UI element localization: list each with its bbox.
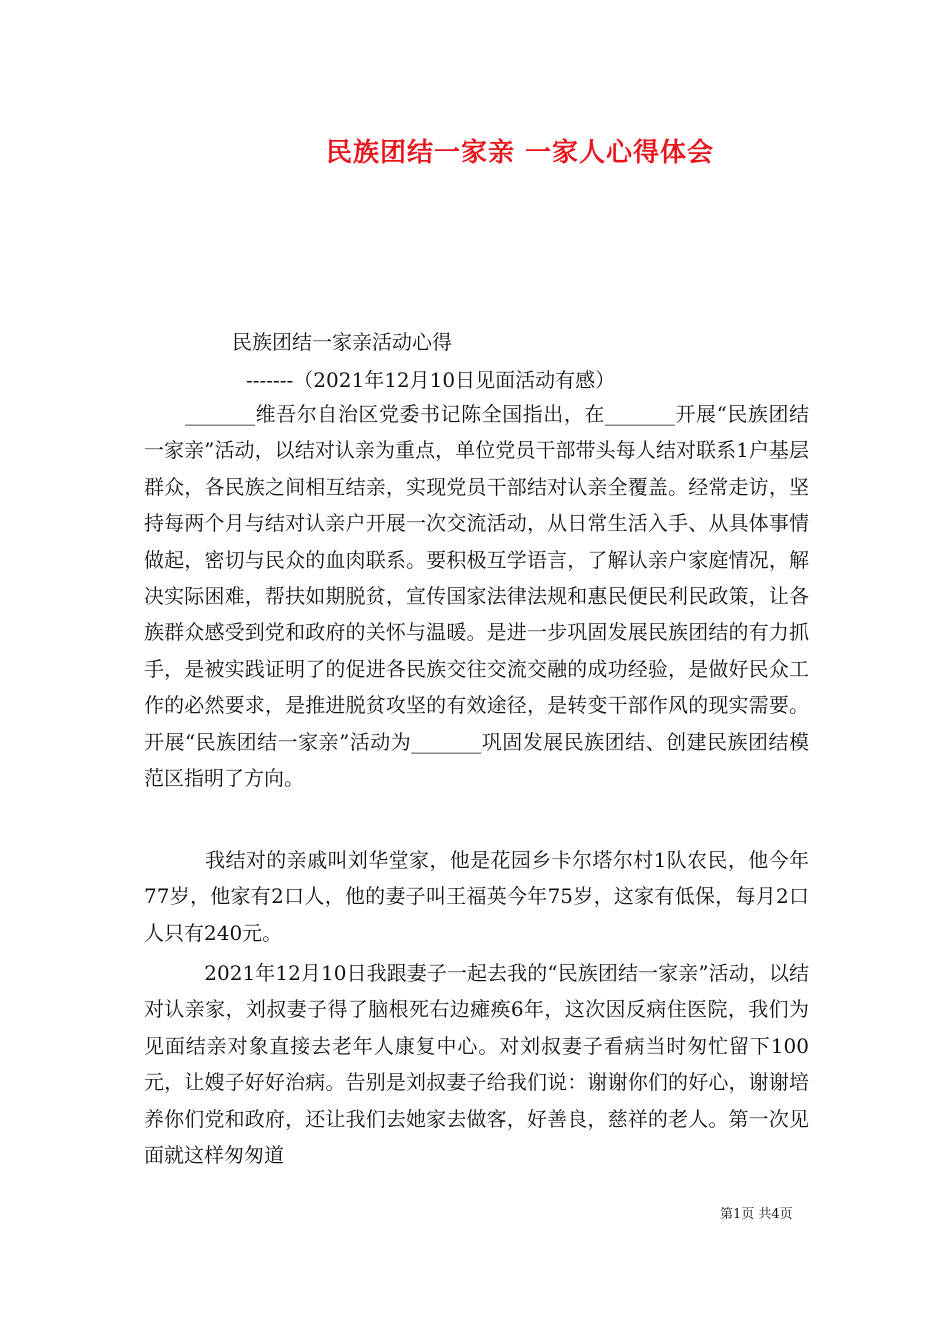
document-title: 民族团结一家亲 一家人心得体会 — [325, 138, 715, 168]
paragraph-1: _______维吾尔自治区党委书记陈全国指出，在_______开展“民族团结一家亲”活动，以结对认亲为重点，单位党员干部带头每人结对联系1户基层群众，各民族之间相互结亲，实现党员干部结对认亲全覆盖。经常走访，坚持每两个月与结对认亲户开展一次交流活动，从日常生活入手、从具体事情做起，密切与民众的血肉联系。要积极互学语言，了解认亲户家庭情况，解决实际困难，帮扶如期脱贫，宣传国家法律法规和惠民便民利民政策，让各族群众感受到党和政府的关怀与温暖。是进一步巩固发展民族团结的有力抓手，是被实践证明了的促进各民族交往交流交融的成功经验，是做好民众工作的必然要求，是推进脱贫攻坚的有效途径，是转变干部作风的现实需要。开展“民族团结一家亲”活动为_______巩固发展民族团结、创建民族团结模范区指明了方向。 — [144, 402, 809, 791]
document-subtitle: 民族团结一家亲活动心得 — [232, 330, 452, 354]
dateline: -------（2021年12月10日见面活动有感） — [246, 368, 616, 392]
paragraph-2: 我结对的亲戚叫刘华堂家，他是花园乡卡尔塔尔村1队农民，他今年77岁，他家有2口人，他的妻子叫王福英今年75岁，这家有低保，每月2口人只有240元。 — [144, 848, 809, 945]
paragraph-3: 2021年12月10日我跟妻子一起去我的“民族团结一家亲”活动，以结对认亲家，刘叔妻子得了脑根死右边瘫痪6年，这次因反病住医院，我们为见面结亲对象直接去老年人康复中心。对刘叔妻子看病当时匆忙留下100元，让嫂子好好治病。告别是刘叔妻子给我们说：谢谢你们的好心，谢谢培养你们党和政府，还让我们去她家去做客，好善良，慈祥的老人。第一次见面就这样匆匆道 — [144, 961, 809, 1168]
page-footer: 第1页 共4页 — [720, 1207, 793, 1222]
